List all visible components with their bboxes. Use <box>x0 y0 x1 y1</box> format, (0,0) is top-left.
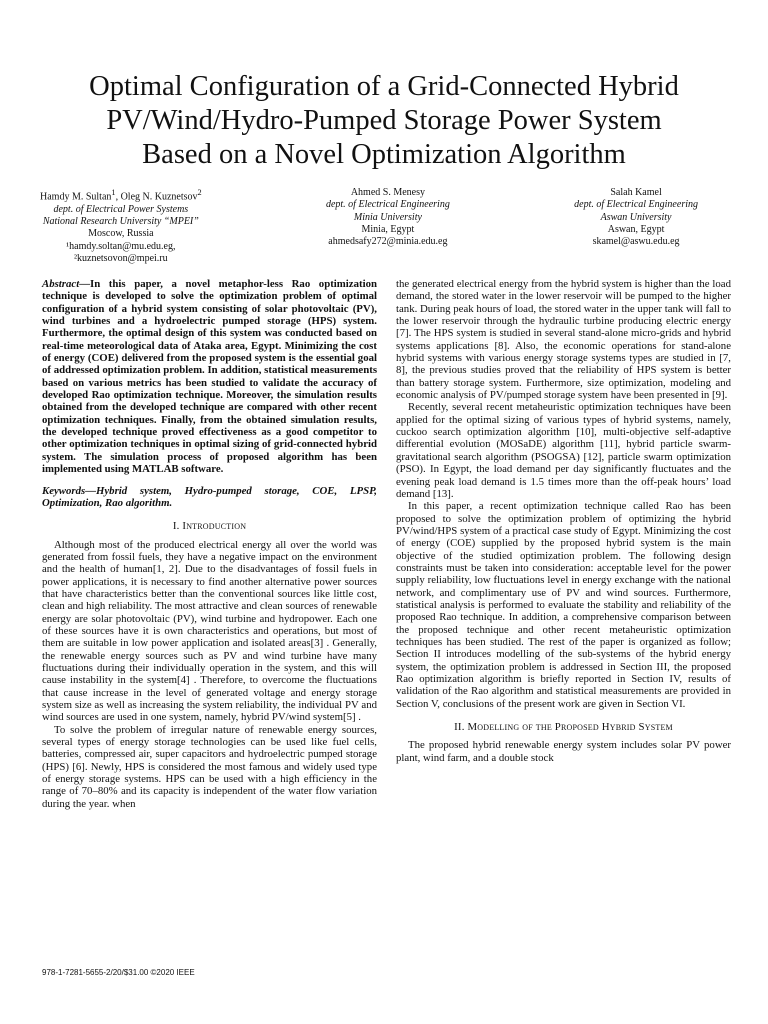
author-email: ¹hamdy.soltan@mu.edu.eg, <box>66 240 176 252</box>
author-dept: dept. of Electrical Engineering <box>574 199 698 211</box>
author-names: Salah Kamel <box>610 187 662 198</box>
title-line: PV/Wind/Hydro-Pumped Storage Power System <box>106 105 662 136</box>
title-line: Optimal Configuration of a Grid-Connected Hybrid <box>89 71 679 102</box>
right-column <box>396 278 731 764</box>
author-city: Minia, Egypt <box>361 223 415 235</box>
author-names: Hamdy M. Sultan$^1$, Oleg N. Kuznetsov$^2$ <box>40 188 202 203</box>
paragraph: Although most of the produced electrical energy all over the world was generated from fossil fuels, they have a negative impact on the environment and the health of human[1, 2]. Due to the disadvantages of fossil fuels in power applications, it is necessary to find another alternative power sources that have characteristics better than the conventional sources like little cost, clean and high reliability. The most attractive and clean sources of renewable energy are solar photovoltaic (PV), wind turbine and hydropower. Each one of these sources have it is own characteristics and operations, but most of them are suitable in low power application and isolated areas[3] . Generally, the renewable energy sources such as PV and wind turbine have many fluctuations during their individually operation in the system, and this will cause instability in the system[4] . Therefore, to overcome the fluctuations that cause increase in the level of generated voltage and energy storage system size as well as increasing the system reliability, the individual PV and wind sources are used in one system, namely, hybrid PV/wind system[5] . <box>42 538 377 724</box>
author-org: National Research University “MPEI” <box>42 215 199 227</box>
author-affiliation-1 <box>40 187 202 265</box>
author-block <box>40 187 728 265</box>
author-email: ahmedsafy272@minia.edu.eg <box>328 236 448 248</box>
section-heading-introduction: I. Introduction <box>172 520 247 533</box>
keywords: Keywords—Hybrid system, Hydro-pumped storage, COE, LPSP, Optimization, Rao algorithm. <box>42 484 377 509</box>
paragraph: Recently, several recent metaheuristic optimization techniques have been applied for the optimal sizing of various types of hybrid systems, namely, cuckoo search optimization algorithm [10], multi-objective self-adaptive differential evolution (MOSaDE) algorithm [11], hybrid particle swarm-gravitational search algorithm (PSOGSA) [12], particle swarm optimization (PSO). In Egypt, the load demand per day significantly fluctuates and the evening peak load demand is 1.5 times more than the off-peak hours’ load demand [13]. <box>396 401 731 500</box>
author-dept: dept. of Electrical Engineering <box>325 199 450 211</box>
copyright-footer: 978-1-7281-5655-2/20/$31.00 ©2020 IEEE <box>42 968 195 977</box>
author-org: Minia University <box>353 211 422 223</box>
author-affiliation-3 <box>574 187 698 265</box>
paragraph: The proposed hybrid renewable energy system includes solar PV power plant, wind farm, and a double stock <box>396 739 731 764</box>
abstract-label: Abstract <box>42 278 80 290</box>
author-affiliation-2 <box>326 187 450 265</box>
author-city: Moscow, Russia <box>88 228 154 240</box>
section-heading-modelling: II. Modelling of the Proposed Hybrid System <box>454 721 673 734</box>
paragraph: In this paper, a recent optimization technique called Rao has been proposed to solve the optimization problem of optimizing the hybrid PV/wind/HPS system of a practical case study of Egypt. Minimizing the cost of energy (COE) supplied by the proposed hybrid system is the main objective of the studied optimization problem. The following design constraints must be taken into consideration: acceptable level for the power supply reliability, low fluctuations level in energy exchange with the national network, and complimentary use of PV and wind sources. Furthermore, statistical analysis is performed to evaluate the stability and reliability of the proposed Rao technique. In addition, a comprehensive comparison between the proposed technique and other recent metaheuristic optimization techniques has been studied. The rest of the paper is organized as follow; Section II introduces modelling of the sub-systems of the hybrid energy system, the optimization problem is addressed in Section III, the proposed Rao optimization algorithm is briefly reported in Section IV, results of validation of the Rao algorithm and statistical measurements are provided in Section V, conclusions of the present work are given in Section VI. <box>396 500 731 710</box>
author-org: Aswan University <box>600 211 672 223</box>
author-email: ²kuznetsovon@mpei.ru <box>74 252 168 264</box>
abstract-text: In this paper, a novel metaphor-less Rao optimization technique is developed to solve the optimization problem of optimal configuration of a hybrid system consisting of solar photovoltaic (PV), wind turbines and a hydroelectric pumped storage (HPS) system. Furthermore, the optimal design of this system was conducted based on real-time meteorological data of Ataka area, Egypt. Minimizing the cost of energy (COE) delivered from the proposed system is the essential goal of addressed optimization problem. In addition, statistical measurements based on various metrics has been studied to validate the accuracy of developed Rao optimization technique. Moreover, the simulation results obtained from the developed technique are compared with other recent optimization techniques. Finally, from the obtained simulation results, the developed technique proved effectiveness as a good competitor to other optimization techniques in optimal sizing of grid-connected hybrid system. The simulation process of proposed algorithm has been implemented using MATLAB software. <box>42 278 378 476</box>
paragraph: the generated electrical energy from the hybrid system is higher than the load demand, the stored water in the lower reservoir will be pumped to the higher tank. During peak hours of load, the stored water in the upper tank will fall to the lower reservoir through the hydraulic turbine producing electric energy [7]. The HPS system is studied in several stand-alone micro-grids and hybrid systems applications [8]. Also, the economic operations for stand-alone hybrid systems with various energy storage systems types are studied in [7, 8], the previous studies proved that the reliability of HPS system is better than battery storage system. Furthermore, size optimization, modeling and economic analysis of PV/pumped storage system have been presented in [9]. <box>396 278 731 402</box>
abstract: Abstract—In this paper, a novel metaphor-less Rao optimization technique is developed to solve the optimization problem of optimal configuration of a hybrid system consisting of solar photovoltaic (PV), wind turbines and a hydroelectric pumped storage (HPS) system. Furthermore, the optimal design of this system was conducted based on real-time meteorological data of Ataka area, Egypt. Minimizing the cost of energy (COE) delivered from the proposed system is the essential goal of addressed optimization problem. In addition, statistical measurements based on various metrics has been studied to validate the accuracy of developed Rao optimization technique. Moreover, the simulation results obtained from the developed technique are compared with other recent optimization techniques. Finally, from the obtained simulation results, the developed technique proved effectiveness as a good competitor to other optimization techniques in optimal sizing of grid-connected hybrid system. The simulation process of proposed algorithm has been implemented using MATLAB software. <box>42 278 378 476</box>
left-column <box>42 278 377 810</box>
author-email: skamel@aswu.edu.eg <box>592 236 680 248</box>
author-dept: dept. of Electrical Power Systems <box>53 203 189 215</box>
paragraph: To solve the problem of irregular nature of renewable energy sources, several types of energy storage technologies can be used like fuel cells, batteries, compressed air, super capacitors and hydroelectric pumped storage (HPS) [6]. Newly, HPS is considered the most famous and widely used type of energy storage systems. HPS can be used with a high efficiency in the range of 70–80% and its capacity is independent of the water flow variation during the year. when <box>42 723 377 810</box>
paper-title <box>40 70 728 172</box>
title-line: Based on a Novel Optimization Algorithm <box>142 139 626 170</box>
author-city: Aswan, Egypt <box>607 223 665 235</box>
author-names: Ahmed S. Menesy <box>350 187 425 198</box>
